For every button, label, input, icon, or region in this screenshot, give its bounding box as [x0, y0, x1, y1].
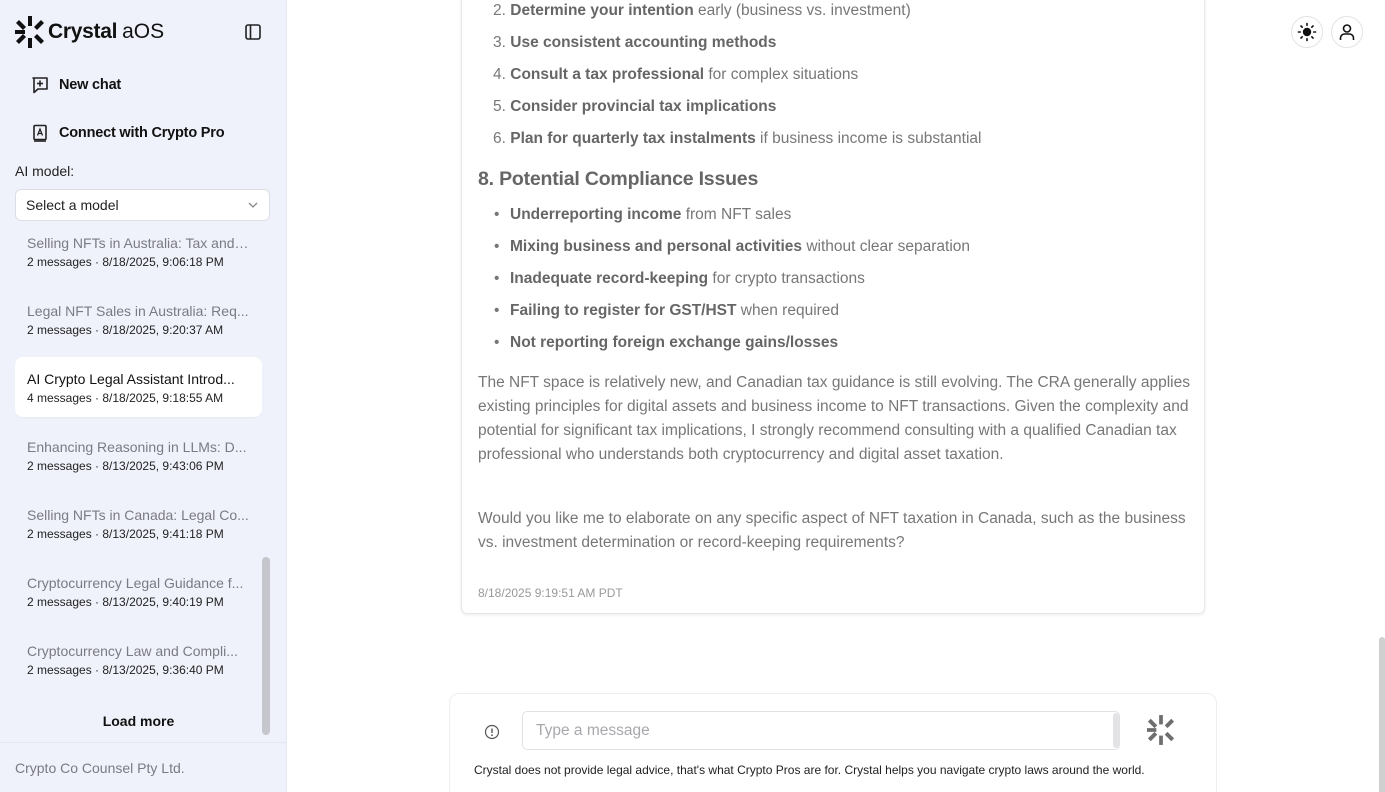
section-heading: 8. Potential Compliance Issues: [478, 168, 759, 190]
sidebar: [0, 0, 287, 792]
chat-history-meta: 2 messages · 8/13/2025, 9:40:19 PM: [27, 595, 224, 609]
new-chat-button[interactable]: [30, 71, 121, 99]
connect-crypto-pro-label: Connect with Crypto Pro: [59, 125, 225, 141]
info-icon[interactable]: [484, 724, 500, 740]
chat-history-title: Cryptocurrency Legal Guidance f...: [27, 575, 244, 591]
chat-history-meta: 2 messages · 8/18/2025, 9:06:18 PM: [27, 255, 224, 269]
sidebar-footer: [0, 742, 287, 792]
toggle-sidebar-button[interactable]: [243, 22, 263, 42]
ai-model-select[interactable]: [15, 189, 270, 221]
ordered-list-item: 4. Consult a tax professional for complex situations: [493, 66, 859, 83]
legal-disclaimer: Crystal does not provide legal advice, that's what Crypto Pros are for. Crystal helps you navigate crypto laws around the world.: [474, 763, 1145, 777]
ai-model-label: AI model:: [15, 163, 75, 179]
message-input[interactable]: [522, 711, 1120, 750]
crystal-logo-icon: [15, 15, 45, 49]
message-paragraph: The NFT space is relatively new, and Canadian tax guidance is still evolving. The CRA generally applies existing principles for digital assets and business income to NFT transactions. Given the complexity and potential for significant tax implications, I strongly recommend consulting with a qualified Canadian tax professional who understands both cryptocurrency and digital asset taxation.: [478, 374, 1190, 463]
message-paragraph: Would you like me to elaborate on any specific aspect of NFT taxation in Canada, such as the business vs. investment determination or record-keeping requirements?: [478, 510, 1186, 551]
chat-history-item[interactable]: [15, 225, 262, 285]
load-more-button[interactable]: Load more: [102, 713, 175, 729]
message-input-scrollbar[interactable]: [1113, 713, 1119, 748]
chat-history-list: [15, 225, 262, 705]
main-scrollbar[interactable]: [1379, 637, 1385, 792]
brand-suffix: aOS: [122, 20, 165, 43]
brand: [15, 15, 164, 49]
ai-model-select-value: Select a model: [26, 197, 119, 213]
send-crystal-logo-icon[interactable]: [1147, 714, 1175, 746]
chat-history-item[interactable]: [15, 429, 262, 489]
chat-history-title: Cryptocurrency Law and Compli...: [27, 643, 238, 659]
chat-history-meta: 2 messages · 8/13/2025, 9:43:06 PM: [27, 459, 224, 473]
ordered-list-item: 5. Consider provincial tax implications: [493, 98, 777, 115]
chat-history-meta: 4 messages · 8/18/2025, 9:18:55 AM: [27, 391, 224, 405]
chat-history-title: Legal NFT Sales in Australia: Req...: [27, 303, 249, 319]
chat-history-meta: 2 messages · 8/13/2025, 9:36:40 PM: [27, 663, 224, 677]
assistant-message: [461, 0, 1205, 614]
chevron-down-icon: [247, 199, 259, 211]
ordered-list-item: 6. Plan for quarterly tax instalments if business income is substantial: [493, 130, 982, 147]
user-profile-button[interactable]: [1331, 16, 1363, 48]
ordered-list-item: 3. Use consistent accounting methods: [493, 34, 777, 51]
bullet-list-item: • Inadequate record-keeping for crypto transactions: [510, 269, 865, 289]
chat-history-item[interactable]: [15, 293, 262, 353]
contact-book-icon: [30, 123, 50, 143]
chat-history-title: AI Crypto Legal Assistant Introd...: [27, 371, 235, 387]
ordered-list-item: 2. Determine your intention early (business vs. investment): [493, 2, 911, 19]
chat-history-title: Enhancing Reasoning in LLMs: D...: [27, 439, 247, 455]
company-name: Crypto Co Counsel Pty Ltd.: [15, 760, 185, 776]
chat-history-meta: 2 messages · 8/13/2025, 9:41:18 PM: [27, 527, 224, 541]
bullet-list-item: • Not reporting foreign exchange gains/losses: [510, 333, 838, 353]
chat-history-item[interactable]: [15, 497, 262, 557]
new-chat-label: New chat: [59, 77, 122, 93]
sidebar-scrollbar[interactable]: [262, 557, 270, 735]
sidebar-panel-icon: [243, 22, 263, 42]
theme-toggle-button[interactable]: [1291, 16, 1323, 48]
chat-history-item[interactable]: [15, 565, 262, 625]
message-composer: [449, 693, 1217, 792]
message-timestamp: 8/18/2025 9:19:51 AM PDT: [478, 586, 623, 600]
chat-history-title: Selling NFTs in Australia: Tax and ...: [27, 235, 250, 251]
new-chat-icon: [30, 75, 50, 95]
brand-name: Crystal: [48, 20, 118, 43]
chat-history-item[interactable]: [15, 633, 262, 693]
connect-crypto-pro-button[interactable]: [30, 119, 224, 147]
bullet-list-item: • Underreporting income from NFT sales: [510, 205, 791, 225]
chat-history-title: Selling NFTs in Canada: Legal Co...: [27, 507, 249, 523]
bullet-list-item: • Failing to register for GST/HST when required: [510, 301, 839, 321]
bullet-list-item: • Mixing business and personal activities without clear separation: [510, 237, 970, 257]
sun-icon: [1297, 22, 1317, 42]
user-icon: [1337, 22, 1357, 42]
chat-history-item-active[interactable]: [15, 357, 262, 417]
chat-history-meta: 2 messages · 8/18/2025, 9:20:37 AM: [27, 323, 224, 337]
